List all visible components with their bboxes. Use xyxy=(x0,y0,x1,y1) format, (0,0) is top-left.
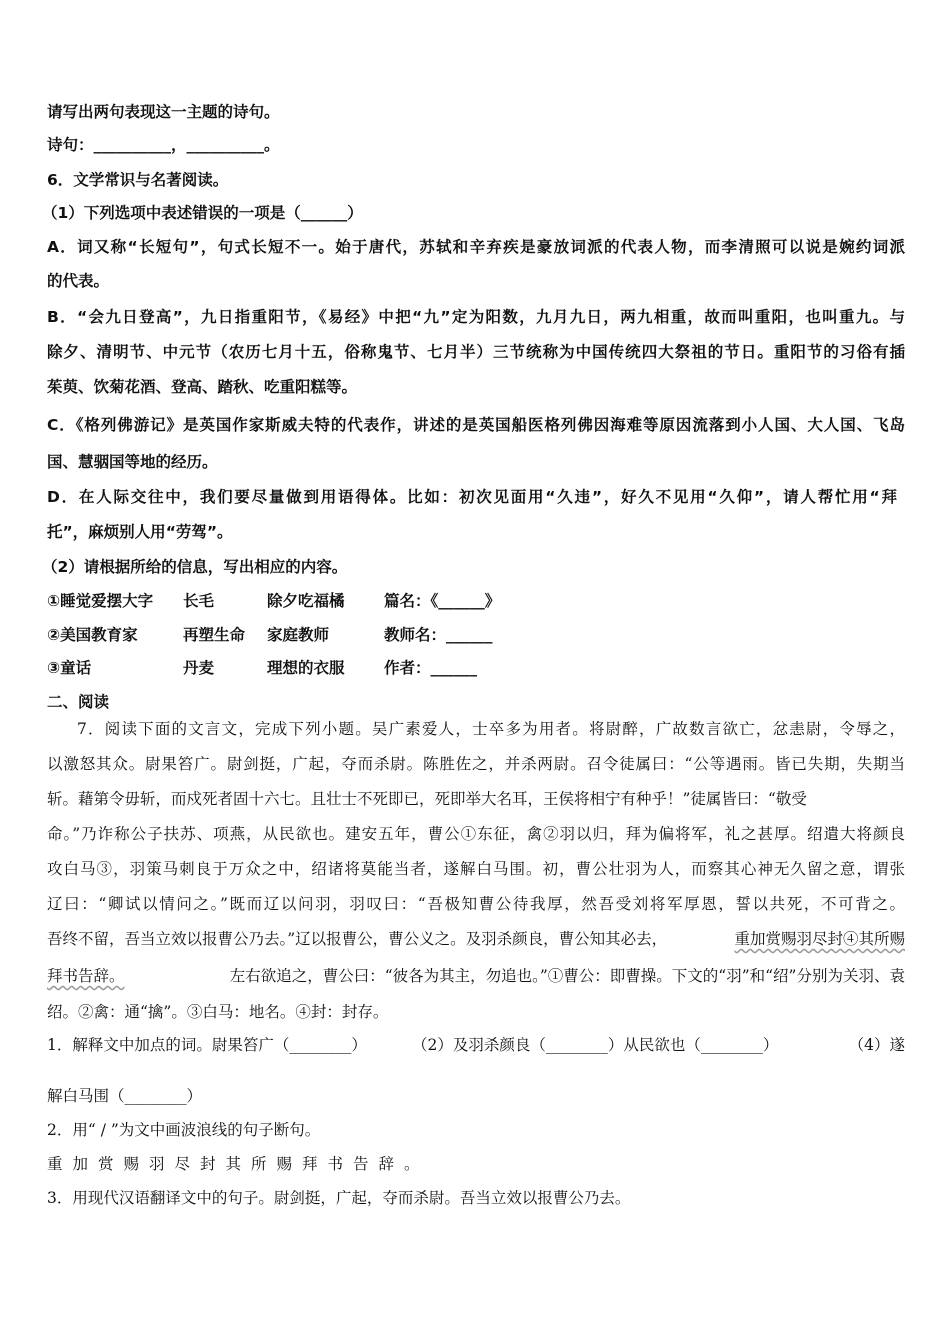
passage-text: 左右欲追之，曹公曰：“彼各为其主，勿追也。”①曹公：即曹操。下文的“羽”和“绍”分别为关羽、袁 xyxy=(229,967,905,985)
passage-line: 以激怒其众。尉果笞广。尉剑挺，广起，夺而杀尉。陈胜佐之，并杀两尉。召令徒属曰：“公等遇雨。皆已失期，失期当 xyxy=(47,755,905,773)
sentence-to-punctuate: 重加赏赐羽尽封其所赐拜书告辞。 xyxy=(47,1155,430,1173)
passage-line: 命。”乃诈称公子扶苏、项燕，从民欲也。建安五年，曹公①东征，禽②羽以归，拜为偏将军，礼之甚厚。绍遣大将颜良 xyxy=(47,825,905,843)
option-a-line1: A．词又称“长短句”，句式长短不一。始于唐代，苏轼和辛弃疾是豪放词派的代表人物，而李清照可以说是婉约词派 xyxy=(47,238,905,256)
sub-question-2: 2．用“ / ”为文中画波浪线的句子断句。 xyxy=(47,1121,321,1139)
q6-title: 6．文学常识与名著阅读。 xyxy=(47,171,229,189)
option-b-line3: 茱萸、饮菊花酒、登高、踏秋、吃重阳糕等。 xyxy=(47,378,358,396)
sub-question-3: 3．用现代汉语翻译文中的句子。尉剑挺，广起，夺而杀尉。吾当立效以报曹公乃去。 xyxy=(47,1189,631,1207)
passage-text: 吾终不留，吾当立效以报曹公乃去。”辽以报曹公，曹公义之。及羽杀颜良，曹公知其必去， xyxy=(47,930,668,948)
answer-blank[interactable]: 篇名：《______》 xyxy=(384,592,501,610)
section-heading: 二、阅读 xyxy=(47,693,110,711)
option-b-line2: 除夕、清明节、中元节（农历七月十五，俗称鬼节、七月半）三节统称为中国传统四大祭祖的节日。重阳节的习俗有插 xyxy=(47,343,905,361)
passage-line: 斩。藉第令毋斩，而戍死者固十六七。且壮士不死即已，死即举大名耳，王侯将相宁有种乎！”徒属皆曰：“敬受 xyxy=(47,790,807,808)
q1-part-c: （4）遂 xyxy=(848,1036,905,1054)
option-a-line2: 的代表。 xyxy=(47,272,110,290)
option-c-line2: 国、慧骃国等地的经历。 xyxy=(47,453,218,471)
answer-blank[interactable]: 作者：______ xyxy=(384,659,478,677)
passage-line: 辽曰：“卿试以情问之。”既而辽以问羽，羽叹曰：“吾极知曹公待我厚，然吾受刘将军厚恩，誓以共死，不可背之。 xyxy=(47,895,905,913)
wavy-underlined-sentence: 重加赏赐羽尽封④其所赐 xyxy=(734,930,905,948)
q1-part-a[interactable]: 1．解释文中加点的词。尉果笞广（________） xyxy=(47,1036,367,1054)
footnotes: 绍。②禽：通“擒”。③白马：地名。④封：封存。 xyxy=(47,1003,389,1021)
clue: 家庭教师 xyxy=(267,626,330,644)
q1-part-b[interactable]: （2）及羽杀颜良（________）从民欲也（________） xyxy=(412,1036,779,1054)
q6-part2: （2）请根据所给的信息，写出相应的内容。 xyxy=(42,558,348,576)
q5-prompt: 请写出两句表现这一主题的诗句。 xyxy=(47,103,280,121)
q5-answer-blank[interactable]: 诗句：__________，__________。 xyxy=(47,136,280,154)
answer-blank[interactable]: 教师名：______ xyxy=(384,626,493,644)
option-d-line2: 托”，麻烦别人用“劳驾”。 xyxy=(47,523,233,541)
option-c-line1: C．《格列佛游记》是英国作家斯威夫特的代表作，讲述的是英国船医格列佛因海难等原因流落到小人国、大人国、飞岛 xyxy=(47,416,905,434)
wavy-underlined-sentence: 拜书告辞。 xyxy=(47,967,125,985)
passage-line xyxy=(47,965,905,987)
clue: 长毛 xyxy=(183,592,215,610)
clue: 理想的衣服 xyxy=(267,659,345,677)
clue: 再塑生命 xyxy=(183,626,246,644)
passage-line xyxy=(47,928,905,950)
passage-line: 攻白马③，羽策马刺良于万众之中，绍诸将莫能当者，遂解白马围。初，曹公壮羽为人，而察其心神无久留之意，谓张 xyxy=(47,860,905,878)
passage-line: 7．阅读下面的文言文，完成下列小题。吴广素爱人，士卒多为用者。将尉醉，广故数言欲亡，忿恚尉，令辱之， xyxy=(77,720,905,738)
clue: ②美国教育家 xyxy=(47,626,138,644)
clue: ①睡觉爱摆大字 xyxy=(47,592,154,610)
clue: ③童话 xyxy=(47,659,92,677)
sub-question-1-cont[interactable]: 解白马围（________） xyxy=(47,1087,203,1105)
option-d-line1: D．在人际交往中，我们要尽量做到用语得体。比如：初次见面用“久违”，好久不见用“久仰”，请人帮忙用“拜 xyxy=(47,488,897,506)
clue: 除夕吃福橘 xyxy=(267,592,345,610)
clue: 丹麦 xyxy=(183,659,215,677)
q6-part1: （1）下列选项中表述错误的一项是（______） xyxy=(42,204,363,222)
option-b-line1: B．“会九日登高”，九日指重阳节，《易经》中把“九”定为阳数，九月九日，两九相重，故而叫重阳，也叫重九。与 xyxy=(47,308,905,326)
